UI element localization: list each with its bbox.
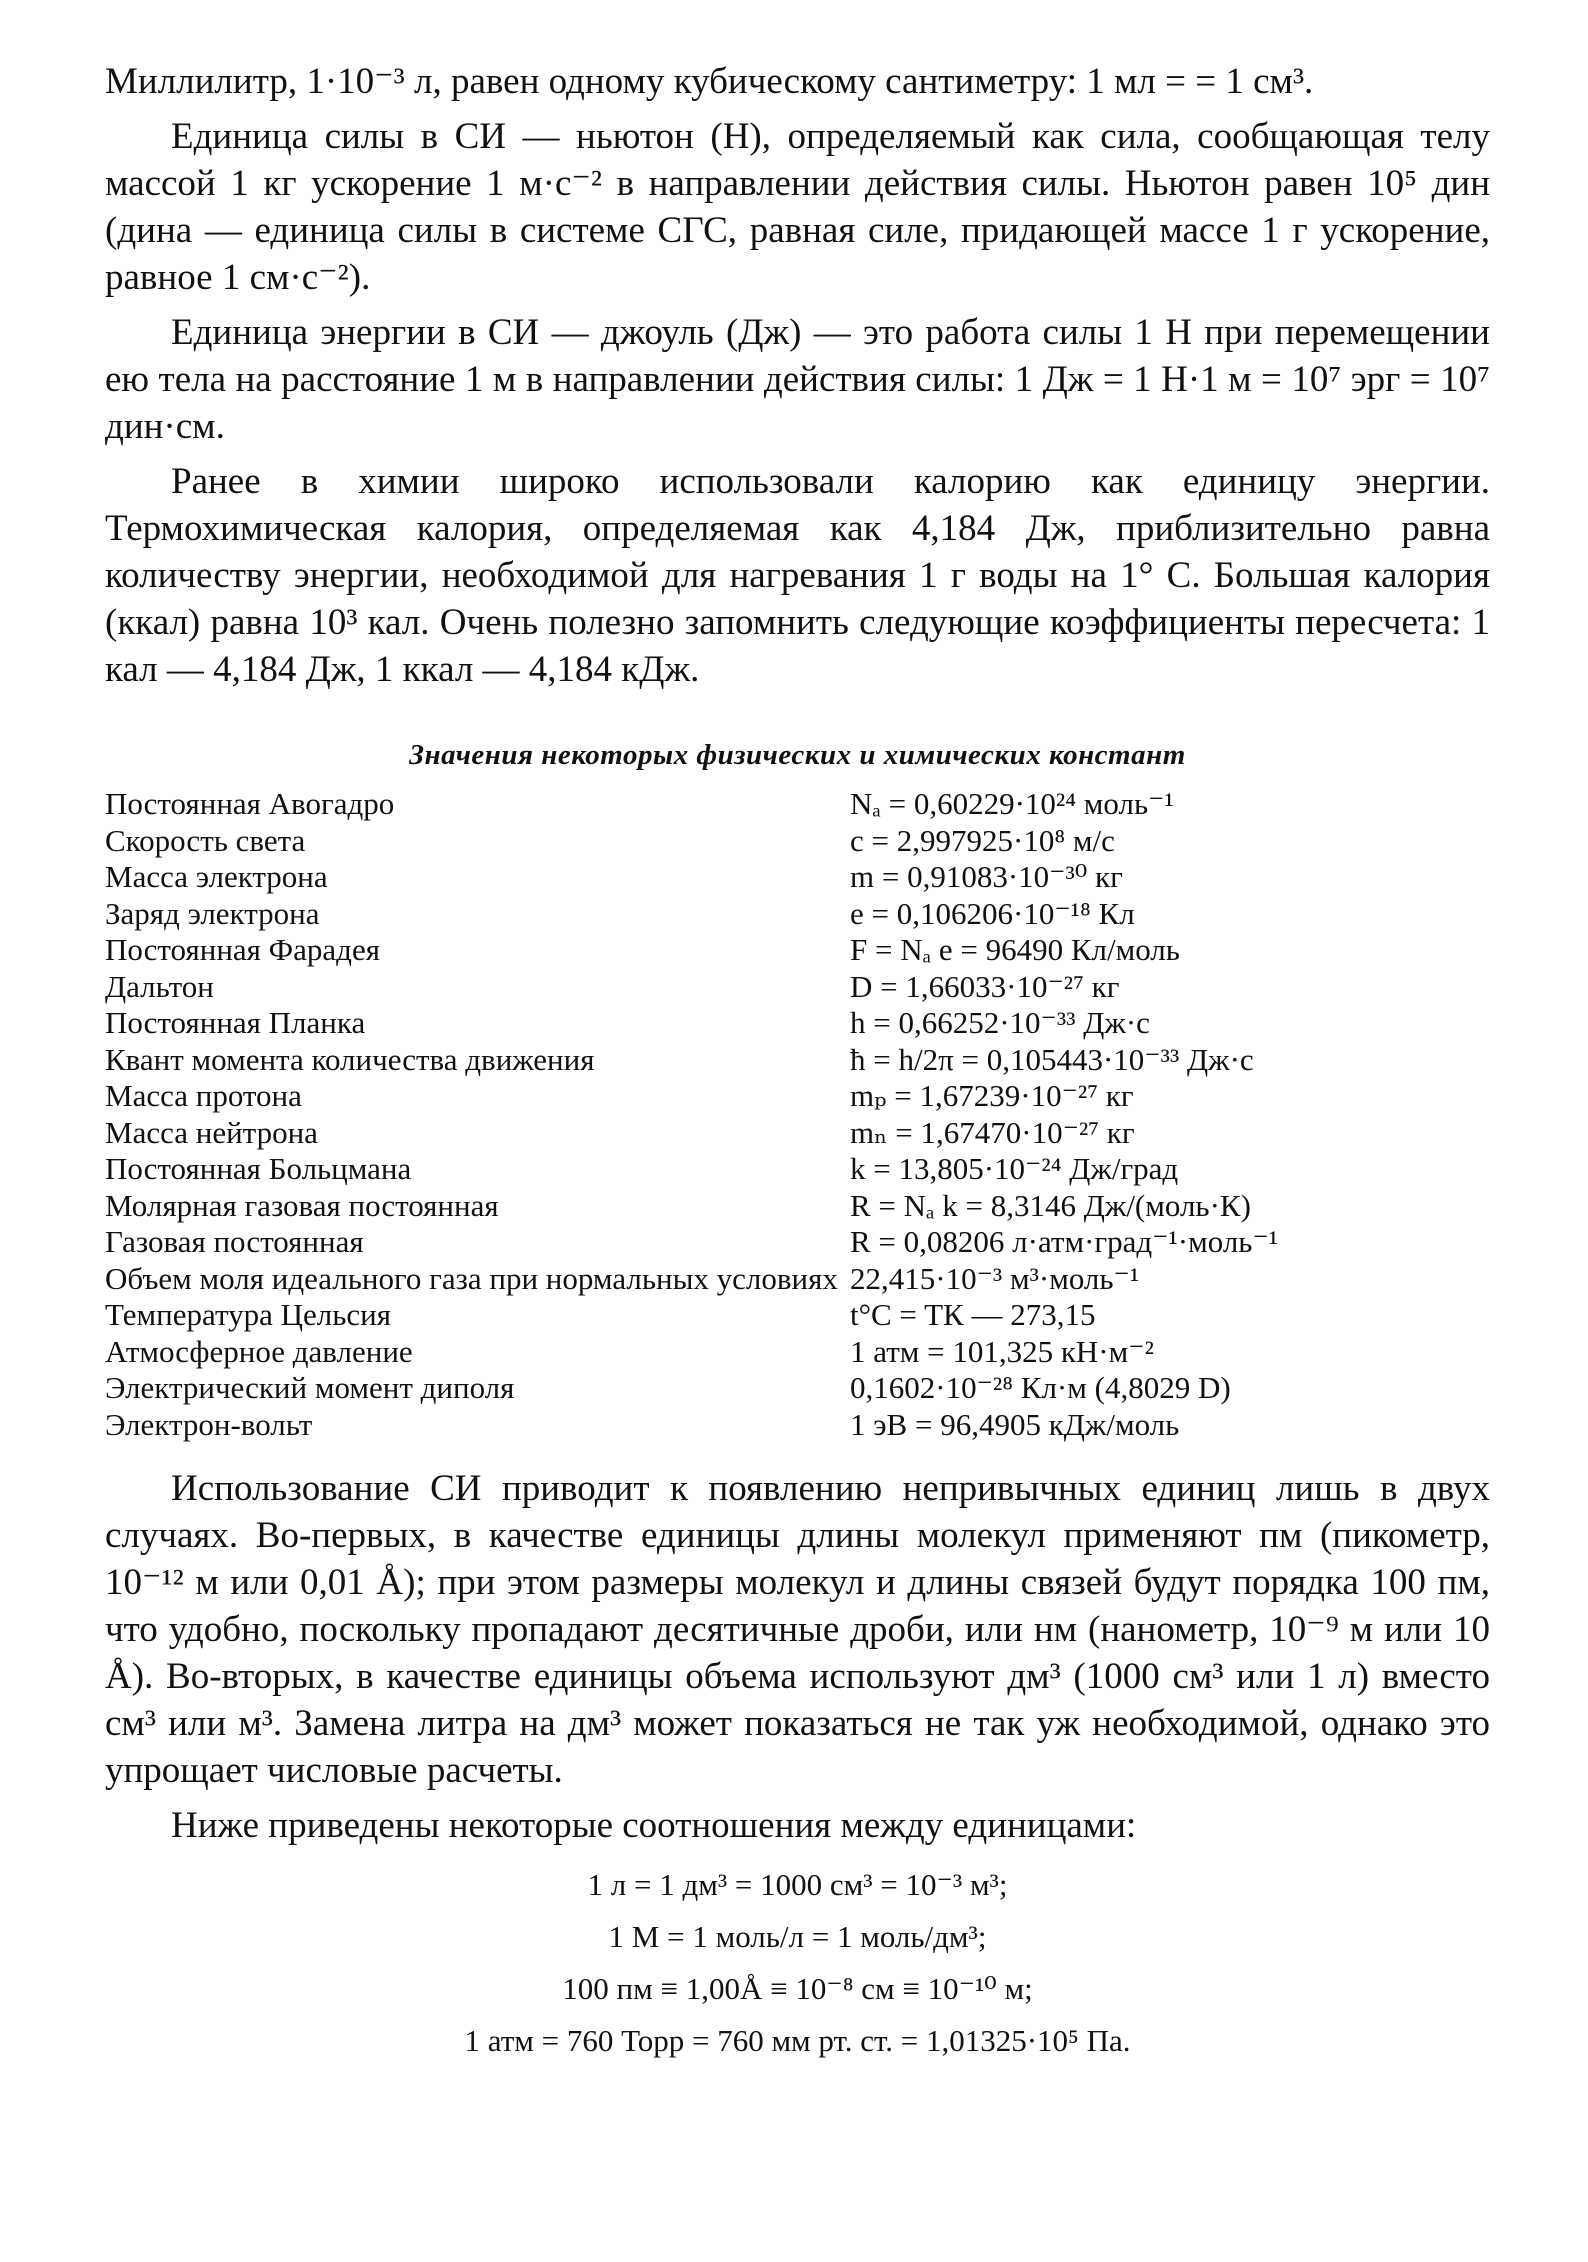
constant-name: Постоянная Авогадро xyxy=(105,786,395,821)
paragraph-milliliter: Миллилитр, 1·10⁻³ л, равен одному кубическому сантиметру: 1 мл = = 1 см³. xyxy=(105,61,1314,102)
constant-value: m = 0,91083·10⁻³⁰ кг xyxy=(850,859,1123,894)
constant-name: Скорость света xyxy=(105,822,306,858)
equation-line: 1 л = 1 дм³ = 1000 см³ = 10⁻³ м³; xyxy=(587,1867,1008,1902)
paragraph-newton: Единица силы в СИ — ньютон (Н), определяемый как сила, сообщающая телу массой 1 кг ускорение 1 м·с⁻² в направлении действия силы. Ньютон равен 10⁵ дин (дина — единица силы в системе СГС, равная силе, придающей массе 1 г ускорение, равное 1 см·с⁻²). xyxy=(105,116,1490,298)
constant-value: 1 эВ = 96,4905 кДж/моль xyxy=(850,1406,1180,1442)
document-page xyxy=(105,58,1490,2067)
constant-value: mₙ = 1,67470·10⁻²⁷ кг xyxy=(850,1114,1135,1150)
constant-value: 22,415·10⁻³ м³·моль⁻¹ xyxy=(850,1260,1140,1296)
table-row xyxy=(105,1115,1490,1152)
paragraph-relations-intro: Ниже приведены некоторые соотношения между единицами: xyxy=(171,1805,1137,1846)
table-row xyxy=(105,1334,1490,1371)
table-row xyxy=(105,823,1490,860)
table-row xyxy=(105,1042,1490,1079)
constant-value: 0,1602·10⁻²⁸ Кл·м (4,8029 D) xyxy=(850,1370,1231,1405)
constants-table xyxy=(105,786,1490,1443)
constant-value: c = 2,997925·10⁸ м/с xyxy=(850,822,1115,858)
table-row xyxy=(105,932,1490,969)
constant-value: mₚ = 1,67239·10⁻²⁷ кг xyxy=(850,1078,1134,1113)
equation-line: 1 атм = 760 Торр = 760 мм рт. ст. = 1,01325·10⁵ Па. xyxy=(464,2023,1131,2058)
constant-name: Постоянная Планка xyxy=(105,1005,366,1040)
constant-name: Масса нейтрона xyxy=(105,1114,318,1150)
constant-value: k = 13,805·10⁻²⁴ Дж/град xyxy=(850,1151,1179,1186)
table-row xyxy=(105,1407,1490,1444)
table-row xyxy=(105,859,1490,896)
constant-value: ħ = h/2π = 0,105443·10⁻³³ Дж·с xyxy=(850,1041,1254,1077)
table-row xyxy=(105,1188,1490,1225)
constant-name: Температура Цельсия xyxy=(105,1297,391,1332)
constant-name: Масса протона xyxy=(105,1078,302,1113)
table-row xyxy=(105,1297,1490,1334)
constant-value: t°C = TК — 273,15 xyxy=(850,1297,1096,1332)
constants-table-caption: Значения некоторых физических и химических констант xyxy=(409,739,1186,771)
equations-block xyxy=(105,1859,1490,2067)
constant-name: Квант момента количества движения xyxy=(105,1041,595,1077)
table-row xyxy=(105,969,1490,1006)
constant-value: D = 1,66033·10⁻²⁷ кг xyxy=(850,968,1120,1004)
equation-line: 100 пм ≡ 1,00Å ≡ 10⁻⁸ см ≡ 10⁻¹⁰ м; xyxy=(562,1971,1033,2006)
equation-line: 1 М = 1 моль/л = 1 моль/дм³; xyxy=(608,1919,987,1954)
table-row xyxy=(105,1078,1490,1115)
paragraph-calorie: Ранее в химии широко использовали калорию как единицу энергии. Термохимическая калория, определяемая как 4,184 Дж, приблизительно равна количеству энергии, необходимой для нагревания 1 г воды на 1° С. Большая калория (ккал) равна 10³ кал. Очень полезно запомнить следующие коэффициенты пересчета: 1 кал — 4,184 Дж, 1 ккал — 4,184 кДж. xyxy=(105,461,1490,690)
constant-value: h = 0,66252·10⁻³³ Дж·с xyxy=(850,1005,1150,1040)
constant-name: Масса электрона xyxy=(105,859,328,894)
paragraph-si-units-usage: Использование СИ приводит к появлению непривычных единиц лишь в двух случаях. Во-первых, в качестве единицы длины молекул применяют пм (пикометр, 10⁻¹² м или 0,01 Å); при этом размеры молекул и длины связей будут порядка 100 пм, что удобно, поскольку пропадают десятичные дроби, или нм (нанометр, 10⁻⁹ м или 10 Å). Во-вторых, в качестве единицы объема используют дм³ (1000 см³ или 1 л) вместо см³ или м³. Замена литра на дм³ может показаться не так уж необходимой, однако это упрощает числовые расчеты. xyxy=(105,1468,1490,1791)
constant-name: Постоянная Фарадея xyxy=(105,932,380,967)
table-row xyxy=(105,786,1490,823)
table-row xyxy=(105,1224,1490,1261)
table-row xyxy=(105,1261,1490,1298)
constant-name: Постоянная Больцмана xyxy=(105,1151,412,1186)
constant-name: Электрон-вольт xyxy=(105,1406,313,1442)
constant-name: Газовая постоянная xyxy=(105,1224,364,1259)
table-row xyxy=(105,896,1490,933)
paragraph-joule: Единица энергии в СИ — джоуль (Дж) — это работа силы 1 Н при перемещении ею тела на расстояние 1 м в направлении действия силы: 1 Дж = 1 Н·1 м = 10⁷ эрг = 10⁷ дин·см. xyxy=(105,312,1490,447)
constant-name: Объем моля идеального газа при нормальных условиях xyxy=(105,1260,838,1296)
constant-value: R = 0,08206 л·атм·град⁻¹·моль⁻¹ xyxy=(850,1224,1279,1259)
constant-value: e = 0,106206·10⁻¹⁸ Кл xyxy=(850,895,1135,931)
table-row xyxy=(105,1370,1490,1407)
table-row xyxy=(105,1151,1490,1188)
constant-name: Дальтон xyxy=(105,968,214,1004)
constant-value: Nₐ = 0,60229·10²⁴ моль⁻¹ xyxy=(850,786,1174,821)
constant-name: Атмосферное давление xyxy=(105,1333,413,1369)
table-row xyxy=(105,1005,1490,1042)
constant-value: R = Nₐ k = 8,3146 Дж/(моль·К) xyxy=(850,1187,1251,1223)
constant-name: Электрический момент диполя xyxy=(105,1370,515,1405)
constant-name: Молярная газовая постоянная xyxy=(105,1187,499,1223)
constant-value: 1 атм = 101,325 кН·м⁻² xyxy=(850,1333,1154,1369)
constant-name: Заряд электрона xyxy=(105,895,320,931)
constant-value: F = Nₐ e = 96490 Кл/моль xyxy=(850,932,1180,967)
